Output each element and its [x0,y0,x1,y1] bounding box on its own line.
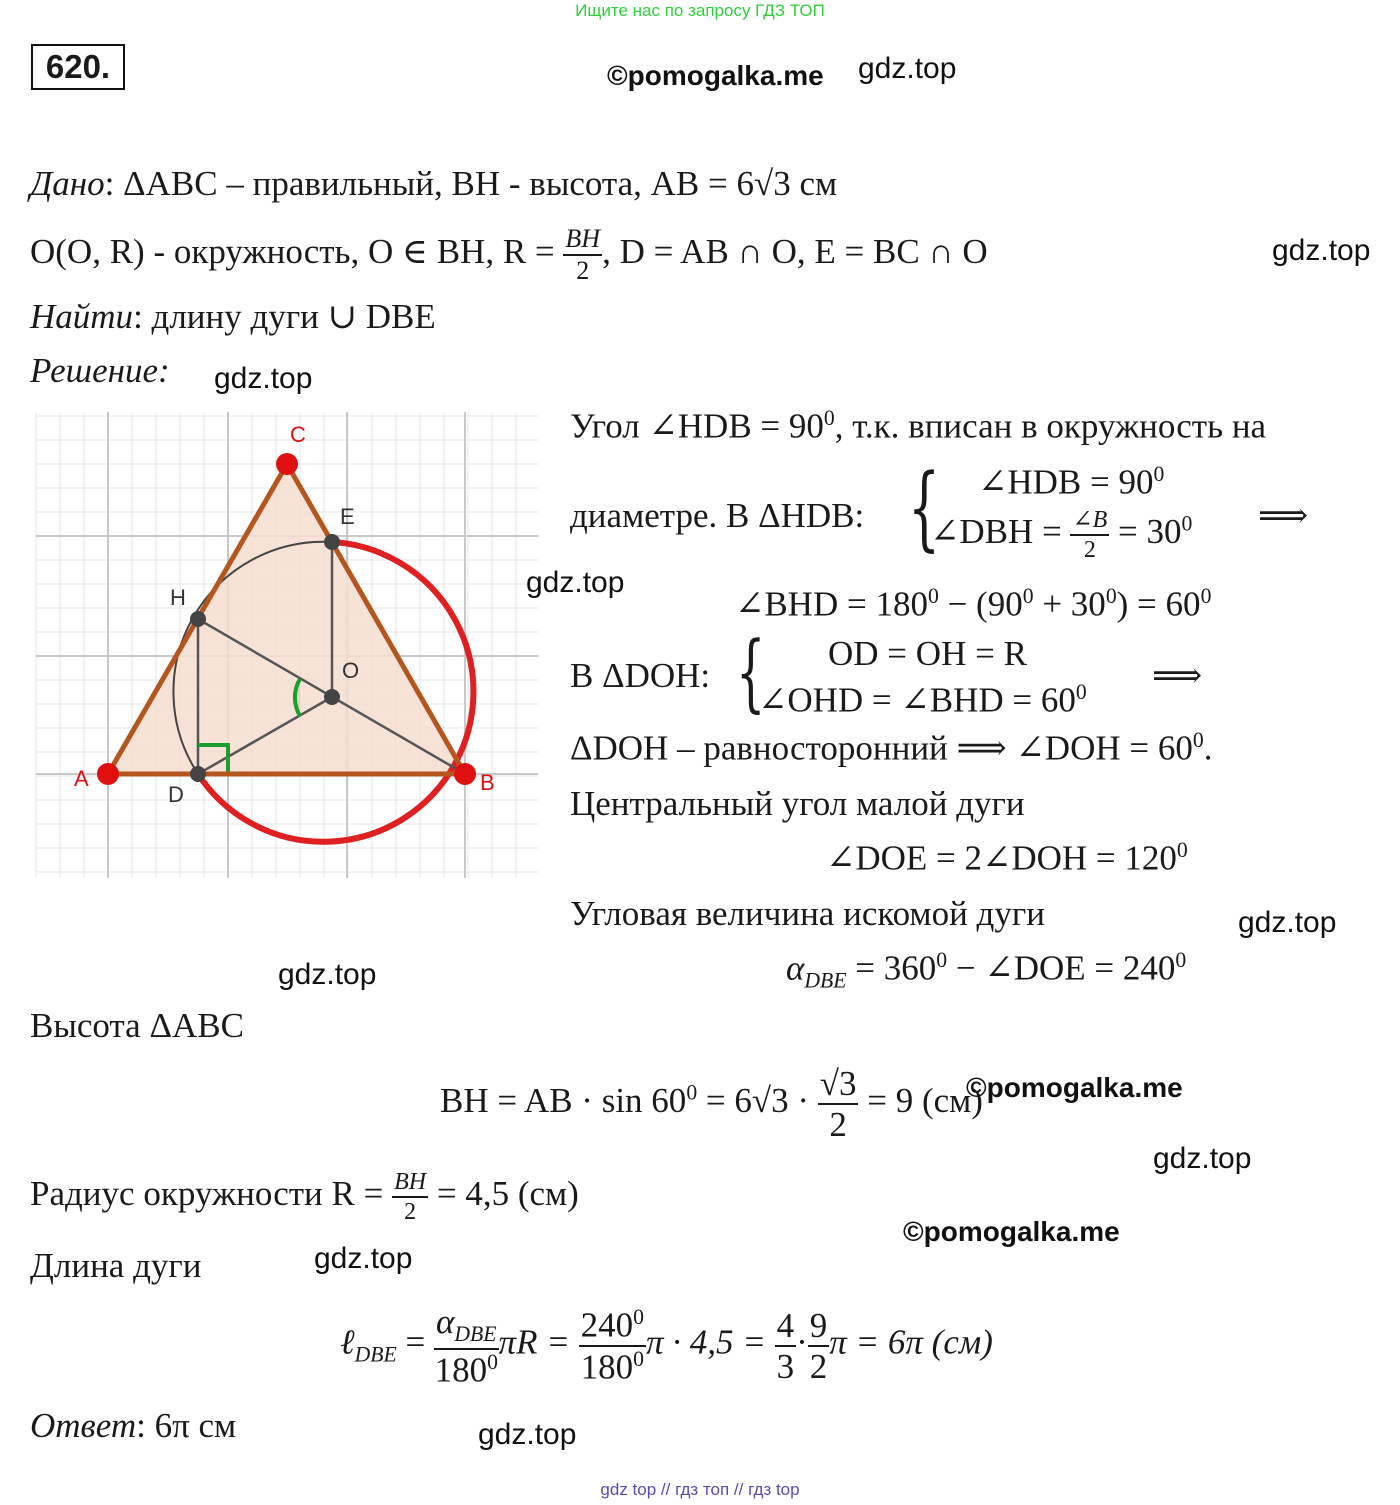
label-d: D [168,782,184,807]
label-c: C [290,422,306,447]
implies-1: ⟹ [1258,496,1309,535]
find-line [30,297,436,337]
system-brace-1: { [908,454,941,561]
site-watermark-7: gdz.top [1153,1142,1252,1175]
given-line2-b: , D = AB ∩ O, E = BC ∩ O [602,232,988,272]
height-equation: BH = AB · $\sin 60^0 = 6√3$ · $\frac{√3}{2}$ = 9 (см) [440,1064,983,1144]
footer-links[interactable]: gdz top // гдз топ // гдз top [600,1480,800,1499]
point-a [97,763,119,785]
system2-line-b: ∠OHD = ∠BHD = $60^0$ [758,680,1087,720]
given-label: Дано [30,164,105,203]
answer-line: Ответ: 6π см [30,1406,237,1445]
given-text: : ΔABC – правильный, BH - высота, AB = 6√3 см [104,164,838,203]
given-line-2 [30,226,988,284]
radius-line: Радиус окружности R = $\frac{BH}{2}$ = 4,5 (см) [30,1169,579,1225]
geometry-diagram [30,400,542,882]
right-line-2: диаметре. В ΔHDB: [570,496,865,535]
point-e [324,534,340,550]
site-watermark-2: gdz.top [1272,234,1371,267]
label-a: A [74,766,89,791]
point-c [276,453,298,475]
site-watermark-8: gdz.top [314,1242,413,1275]
height-label: Высота ΔABC [30,1006,244,1045]
label-o: O [342,658,360,683]
angle-doh-marker [295,679,300,716]
right-line-4: В ΔDOH: [570,656,711,695]
point-h [190,611,206,627]
right-line-1: Угол ∠HDB = $90^0$, т.к. вписан в окружность на [570,406,1267,446]
given-line-1 [30,164,837,204]
right-line-5: ΔDOH – равносторонний ⟹ ∠DOH = $60^0$. [570,728,1213,768]
right-line-8: Угловая величина искомой дуги [570,894,1045,933]
system2-line-a: OD = OH = R [828,634,1027,673]
site-watermark-3: gdz.top [214,362,313,395]
label-b: B [480,770,495,795]
arc-equation: ℓ$_{DBE}$ = $\frac{\alpha_{DBE}}{180^0}$ πR = $\frac{240^0}{180^0}$ π · 4,5 = $\frac{4}{3}$ · $\frac{9}{2}$ π = 6π (см) [340,1302,993,1390]
label-e: E [340,504,355,529]
right-line-7: ∠DOE = 2∠DOH = $120^0$ [826,838,1188,878]
right-line-3: ∠BHD = $180^0 - (90^0 + 30^0) = 60^0$ [735,584,1212,624]
point-d [190,766,206,782]
bh-over-2-fraction: $\frac{BH}{2}$ [565,224,601,285]
right-line-9: $\alpha_{DBE} = 360^0$ − ∠DOE = $240^0$ [786,948,1187,993]
right-line-6: Центральный угол малой дуги [570,784,1025,823]
point-b [454,763,476,785]
copyright-watermark-top: ©pomogalka.me [607,60,824,91]
find-label: Найти [30,297,134,336]
copyright-watermark-3: ©pomogalka.me [903,1216,1120,1247]
site-watermark-6: gdz.top [278,958,377,991]
solution-label: Решение: [30,351,170,390]
find-text: : длину дуги ∪ DBE [133,297,436,336]
copyright-watermark-2: ©pomogalka.me [966,1072,1183,1103]
system-brace-2: { [736,623,766,721]
arc-label: Длина дуги [30,1246,202,1285]
system1-line-b: ∠DBH = $\frac{\angle B}{2}$ = $30^0$ [930,507,1193,563]
given-line2-a: O(O, R) - окружность, O ∈ BH, R = [30,232,564,272]
label-h: H [170,585,186,610]
site-watermark-5: gdz.top [1238,906,1337,939]
top-banner[interactable]: Ищите нас по запросу ГДЗ ТОП [575,1,825,20]
site-watermark-9: gdz.top [478,1418,577,1451]
triangle-fill [108,464,465,774]
site-watermark-4: gdz.top [526,566,625,599]
site-watermark-1: gdz.top [858,52,957,85]
problem-number: 620. [31,44,125,90]
implies-2: ⟹ [1152,656,1203,695]
point-o [324,689,340,705]
system1-line-a: ∠HDB = $90^0$ [978,462,1165,502]
